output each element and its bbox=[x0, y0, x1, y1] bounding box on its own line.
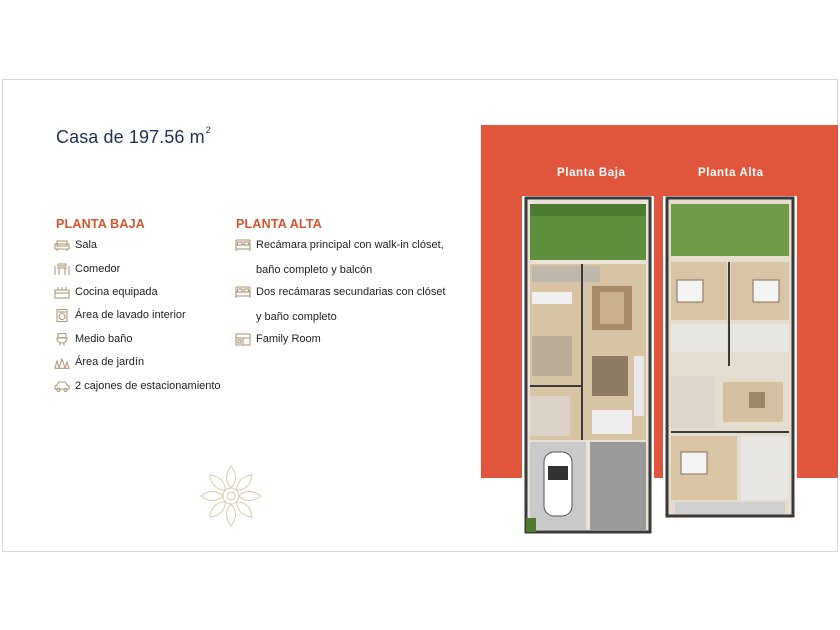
feature-item-sala: Sala bbox=[54, 237, 97, 253]
feature-item-lavado: Área de lavado interior bbox=[54, 307, 186, 323]
feature-item-recamaras-secundarias: Dos recámaras secundarias con clóset bbox=[235, 284, 446, 300]
planta-alta-label: Planta Alta bbox=[698, 167, 764, 179]
feature-item-cocina: Cocina equipada bbox=[54, 284, 158, 300]
planta-baja-heading: PLANTA BAJA bbox=[56, 217, 146, 231]
bed-icon bbox=[235, 239, 251, 252]
garden-icon bbox=[54, 356, 70, 369]
page-title: Casa de 197.56 $m^2$ bbox=[56, 125, 211, 147]
feature-item-estacionamiento: 2 cajones de estacionamiento bbox=[54, 378, 221, 394]
feature-item-recamara-principal-cont: baño completo y balcón bbox=[256, 264, 373, 276]
sofa-icon bbox=[54, 239, 70, 252]
car-icon bbox=[54, 380, 70, 393]
planta-baja-label: Planta Baja bbox=[557, 167, 626, 179]
toilet-icon bbox=[54, 333, 70, 346]
feature-item-medio-bano: Medio baño bbox=[54, 331, 133, 347]
feature-item-jardin: Área de jardín bbox=[54, 354, 144, 370]
feature-item-family-room: Family Room bbox=[235, 331, 321, 347]
bed-icon bbox=[235, 286, 251, 299]
feature-item-comedor: Comedor bbox=[54, 261, 120, 277]
feature-item-recamara-principal: Recámara principal con walk-in clóset, bbox=[235, 237, 444, 253]
ground-floor-plan-image bbox=[522, 196, 654, 541]
mandala-ornament-icon bbox=[197, 462, 265, 535]
dining-table-icon bbox=[54, 263, 70, 276]
kitchen-icon bbox=[54, 286, 70, 299]
washing-machine-icon bbox=[54, 309, 70, 322]
planta-alta-heading: PLANTA ALTA bbox=[236, 217, 322, 231]
upper-floor-plan-image bbox=[663, 196, 797, 527]
feature-item-recamaras-secundarias-cont: y baño completo bbox=[256, 311, 337, 323]
family-room-icon bbox=[235, 333, 251, 346]
